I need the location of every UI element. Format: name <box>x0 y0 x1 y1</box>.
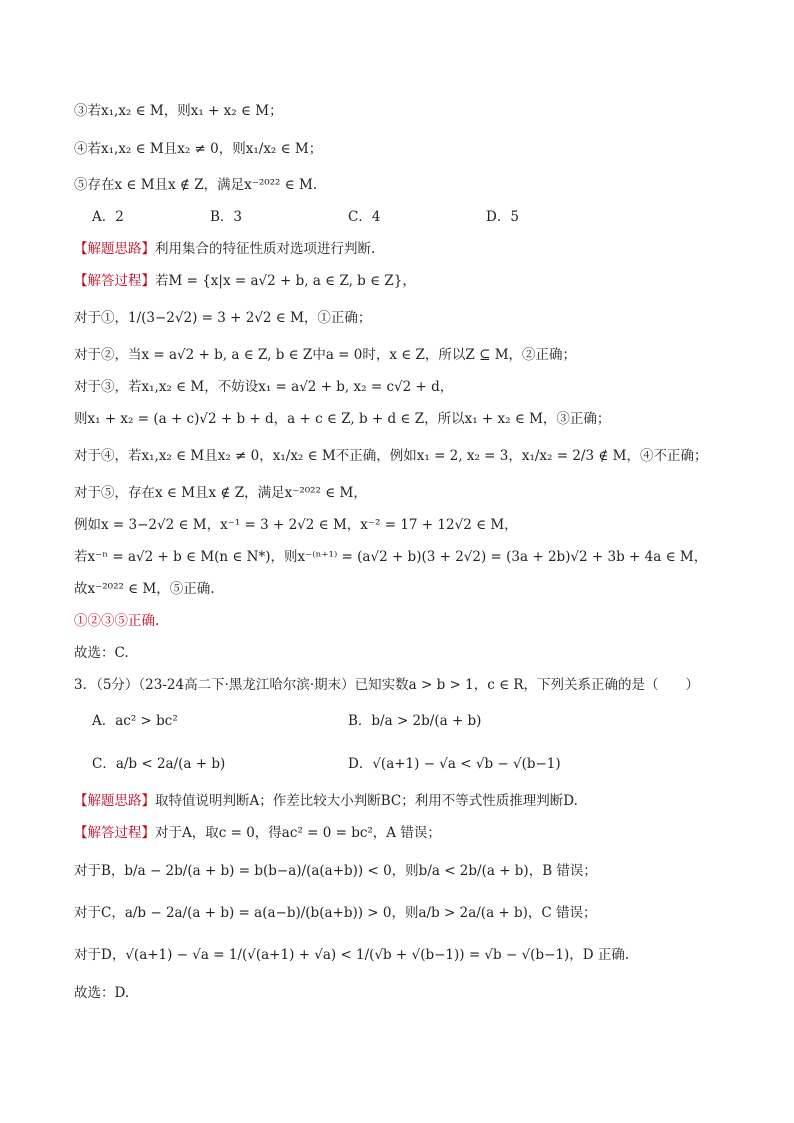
q3-option-c: C．a/b < 2a/(a + b) <box>92 756 226 772</box>
q2-solution-line: 对于⑤，存在x ∈ M且x ∉ Z，满足x⁻²⁰²² ∈ M， <box>74 485 367 501</box>
idea-text: 利用集合的特征性质对选项进行判断. <box>155 241 376 257</box>
q3-stem: 3．（5分）（23-24高二下·黑龙江哈尔滨·期末）已知实数a > b > 1，c ∈ R，下列关系正确的是（ ） <box>74 677 700 693</box>
q2-solution-idea <box>74 239 375 259</box>
q3-option-d: D．√(a+1) − √a < √b − √(b−1) <box>348 756 561 772</box>
q3-solution-line: 对于D，√(a+1) − √a = 1/(√(a+1) + √a) < 1/(√b + √(b−1)) = √b − √(b−1)，D 正确. <box>74 947 630 963</box>
q2-solution-line: 故x⁻²⁰²² ∈ M，⑤正确. <box>74 581 215 597</box>
q2-option-c: C．4 <box>348 209 381 225</box>
q2-solution-line: 对于①，1/(3−2√2) = 3 + 2√2 ∈ M，①正确； <box>74 310 372 326</box>
q3-option-a: A．ac² > bc² <box>92 713 178 729</box>
q2-solution-line: 则x₁ + x₂ = (a + c)√2 + b + d，a + c ∈ Z, b + d ∈ Z，所以x₁ + x₂ ∈ M，③正确； <box>74 411 611 427</box>
q3-solution-idea <box>74 791 578 811</box>
idea-text: 取特值说明判断A；作差比较大小判断BC；利用不等式性质推理判断D. <box>155 793 578 809</box>
q3-solution-line: 对于B，b/a − 2b/(a + b) = b(b−a)/(a(a+b)) < 0，则b/a < 2b/(a + b)，B 错误； <box>74 863 597 879</box>
q2-solution-line: 对于③，若x₁,x₂ ∈ M，不妨设x₁ = a√2 + b, x₂ = c√2 + d， <box>74 379 454 395</box>
q2-solution-line: 对于②，当x = a√2 + b, a ∈ Z, b ∈ Z中a = 0时，x ∈ Z，所以Z ⊆ M，②正确； <box>74 347 577 363</box>
q2-option-b: B．3 <box>210 209 243 225</box>
process-tag: 【解答过程】 <box>74 825 155 841</box>
q2-solution-line: 对于④，若x₁,x₂ ∈ M且x₂ ≠ 0，x₁/x₂ ∈ M不正确，例如x₁ = 2, x₂ = 3，x₁/x₂ = 2/3 ∉ M，④不正确； <box>74 448 708 464</box>
process-tag: 【解答过程】 <box>74 273 155 289</box>
q2-solution-conclusion: ①②③⑤正确. <box>74 613 160 629</box>
idea-tag: 【解题思路】 <box>74 241 155 257</box>
idea-tag: 【解题思路】 <box>74 793 155 809</box>
q3-solution-process <box>74 823 441 843</box>
q2-solution-line: 若x⁻ⁿ = a√2 + b ∈ M(n ∈ N*)，则x⁻⁽ⁿ⁺¹⁾ = (a√2 + b)(3 + 2√2) = (3a + 2b)√2 + 3b + 4a ∈ M， <box>74 549 708 565</box>
q2-solution-line: 例如x = 3−2√2 ∈ M，x⁻¹ = 3 + 2√2 ∈ M，x⁻² = 17 + 12√2 ∈ M， <box>74 517 518 533</box>
q2-solution-process <box>74 271 416 291</box>
process-line: 对于A，取c = 0，得ac² = 0 = bc²，A 错误； <box>155 825 441 841</box>
q2-answer: 故选：C. <box>74 645 129 661</box>
q3-answer: 故选：D. <box>74 985 130 1001</box>
q2-item-3: ③若x₁,x₂ ∈ M，则x₁ + x₂ ∈ M； <box>74 103 283 119</box>
q3-solution-line: 对于C，a/b − 2a/(a + b) = a(a−b)/(b(a+b)) > 0，则a/b > 2a/(a + b)，C 错误； <box>74 905 597 921</box>
q2-option-a: A．2 <box>92 209 124 225</box>
q2-option-d: D．5 <box>486 209 519 225</box>
q3-option-b: B．b/a > 2b/(a + b) <box>348 713 482 729</box>
q2-item-4: ④若x₁,x₂ ∈ M且x₂ ≠ 0，则x₁/x₂ ∈ M； <box>74 141 323 157</box>
q2-item-5: ⑤存在x ∈ M且x ∉ Z，满足x⁻²⁰²² ∈ M. <box>74 177 318 193</box>
process-line: 若M = {x|x = a√2 + b, a ∈ Z, b ∈ Z}， <box>155 273 416 289</box>
